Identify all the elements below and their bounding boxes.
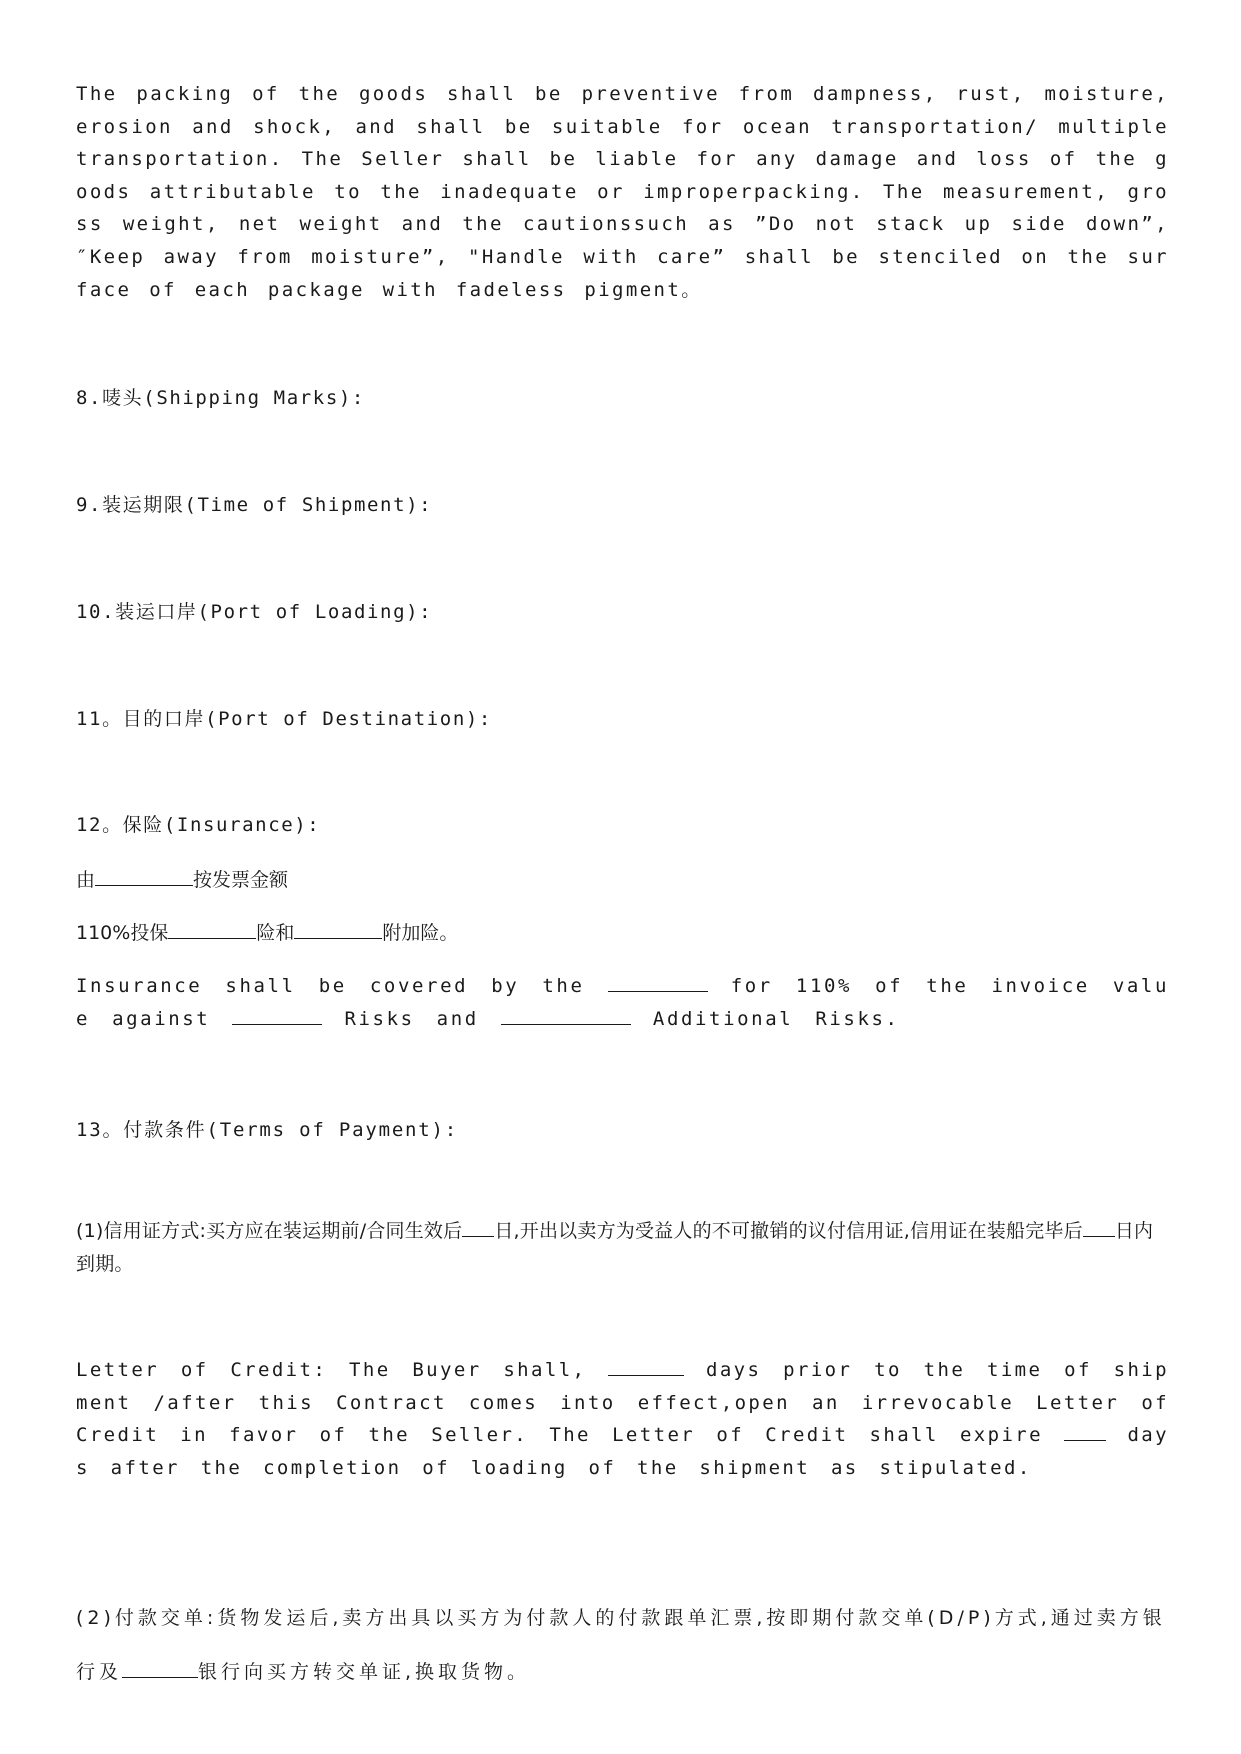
insurance-cn-line-2 <box>76 918 458 945</box>
additional-risks-blank-en[interactable] <box>501 1006 631 1025</box>
insurance-cn-middle: 险和 <box>256 922 295 944</box>
letter-of-credit-en <box>76 1354 1169 1484</box>
collecting-bank-blank[interactable] <box>122 1659 198 1678</box>
letter-of-credit-cn <box>76 1215 1169 1281</box>
insurance-cn-prefix: 由 <box>76 869 96 891</box>
lc-en-part-3: days after the completion of loading of the shipment as stipulated. <box>76 1424 1169 1479</box>
lc-cn-part-3: 日内到期。 <box>76 1220 1154 1275</box>
lc-cn-part-1: (1)信用证方式:买方应在装运期前/合同生效后 <box>76 1220 463 1242</box>
packing-clause: The packing of the goods shall be preventive from dampness, rust, moisture, erosion and shock, and shall be suitable for ocean transportation/ multiple transportation. The Seller shall be liable for any damage and loss of the goods attributable to the inadequate or improperpacking. The measurement, gross weight, net weight and the cautionssuch as ”Do not stack up side down”, ″Keep away from moisture”, "Handle with care” shall be stenciled on the surface of each package with fadeless pigment。 <box>76 83 1169 301</box>
insurance-en-part-4: Additional Risks. <box>652 1007 900 1030</box>
insured-by-blank[interactable] <box>608 973 708 992</box>
dp-part-2: 银行向买方转交单证,换取货物。 <box>198 1661 531 1683</box>
section-9-time-of-shipment: 9.装运期限(Time of Shipment): <box>76 494 433 516</box>
section-12-insurance: 12。保险(Insurance): <box>76 814 321 836</box>
risks-blank-cn[interactable] <box>168 920 256 939</box>
lc-expiry-days-blank-en[interactable] <box>1064 1422 1106 1441</box>
section-8-shipping-marks: 8.唛头(Shipping Marks): <box>76 387 365 409</box>
insurance-cn-additional: 附加险。 <box>382 922 459 944</box>
section-10-port-of-loading: 10.装运口岸(Port of Loading): <box>76 601 433 623</box>
lc-en-part-2: days prior to the time of shipment /after this Contract comes into effect,open an irrevocable Letter of Credit in favor of the Seller. The Letter of Credit shall expire <box>76 1359 1169 1447</box>
insurance-cn-110: 110%投保 <box>76 922 169 944</box>
risks-blank-en[interactable] <box>232 1006 322 1025</box>
dp-part-1: (2)付款交单:货物发运后,卖方出具以买方为付款人的付款跟单汇票,按即期付款交单(D/P)方式,通过卖方银行及 <box>76 1607 1166 1683</box>
insurance-en-part-3: Risks and <box>344 1007 479 1030</box>
lc-days-before-blank-cn[interactable] <box>462 1218 494 1237</box>
lc-cn-part-2: 日,开出以卖方为受益人的不可撤销的议付信用证,信用证在装船完毕后 <box>494 1220 1083 1242</box>
lc-expiry-days-blank-cn[interactable] <box>1083 1218 1115 1237</box>
section-13-terms-of-payment: 13。付款条件(Terms of Payment): <box>76 1119 459 1141</box>
documents-against-payment <box>76 1591 1169 1699</box>
insurance-en-part-1: Insurance shall be covered by the <box>76 975 585 997</box>
insurer-blank[interactable] <box>95 867 193 886</box>
lc-en-part-1: Letter of Credit: The Buyer shall, <box>76 1359 587 1381</box>
insurance-en-part-2: for 110% of the invoice value against <box>76 975 1170 1030</box>
insurance-cn-line-1 <box>76 865 288 892</box>
additional-risks-blank-cn[interactable] <box>294 920 382 939</box>
section-11-port-of-destination: 11。目的口岸(Port of Destination): <box>76 708 492 730</box>
lc-days-prior-blank-en[interactable] <box>608 1357 684 1376</box>
insurance-en-clause <box>76 970 1169 1035</box>
insurance-cn-suffix: 按发票金额 <box>193 869 289 891</box>
